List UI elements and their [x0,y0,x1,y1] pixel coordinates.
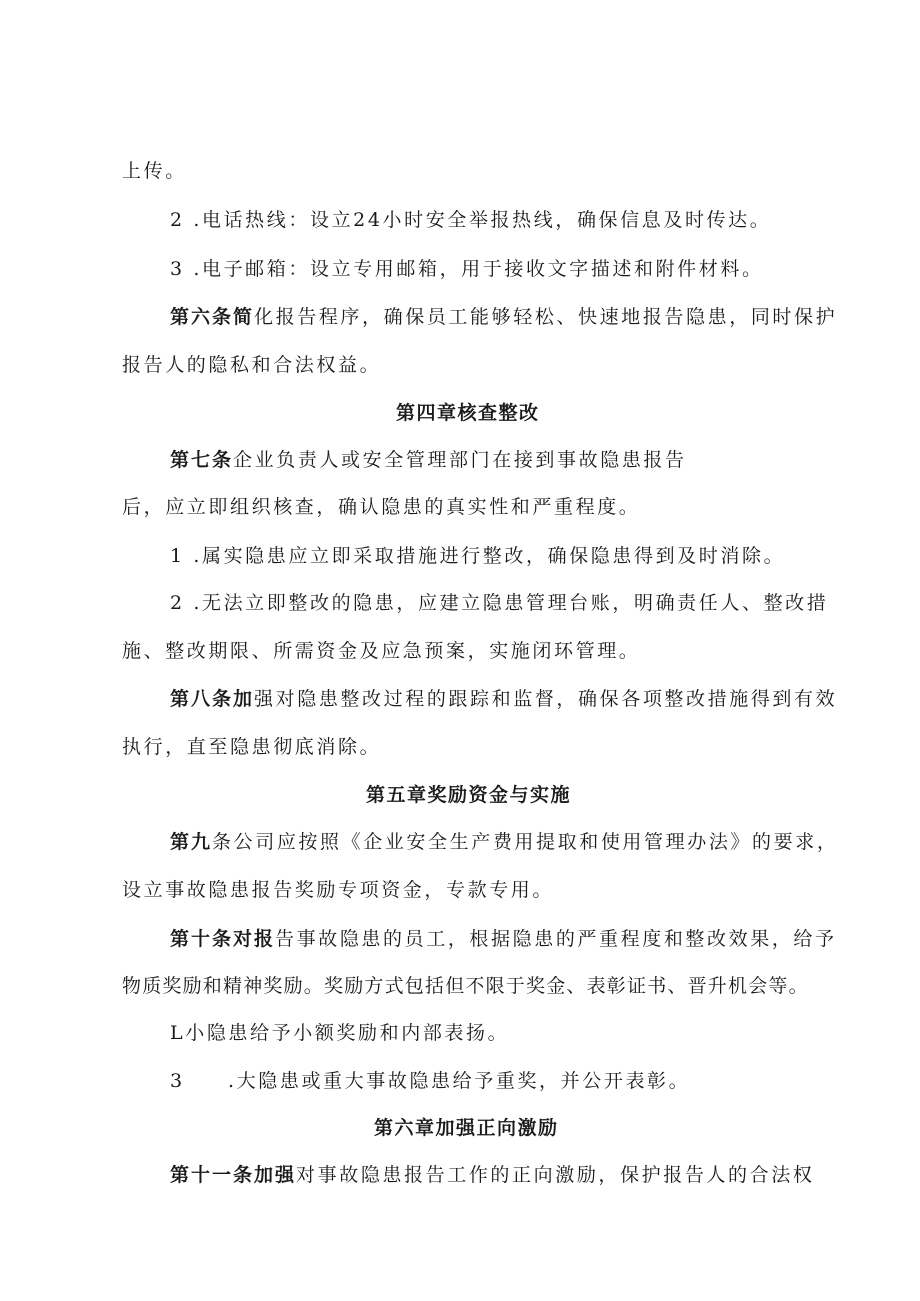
article-10-text: 告事故隐患的员工，根据隐患的严重程度和整改效果，给予 [275,928,837,950]
list-item-1: 1 .属实隐患应立即采取措施进行整改，确保隐患得到及时消除。 [170,545,786,567]
paragraph-line: 物质奖励和精神奖励。奖励方式包括但不限于奖金、表彰证书、晋升机会等。 [122,975,809,997]
list-item-email: 3 .电子邮箱：设立专用邮箱，用于接收文字描述和附件材料。 [170,258,764,280]
article-7-text: 企业负责人或安全管理部门在接到事故隐患报告 [233,449,687,471]
paragraph-line: 报告人的隐私和合法权益。 [122,354,382,376]
article-9 [170,828,838,856]
article-7-label: 第七条 [170,449,234,471]
paragraph-line: 后，应立即组织核查，确认隐患的真实性和严重程度。 [122,496,641,518]
chapter-5-heading: 第五章奖励资金与实施 [366,784,572,806]
article-9-text: 条公司应按照《企业安全生产费用提取和使用管理办法》的要求， [212,831,839,853]
article-11-label: 第十一条加强 [170,1164,297,1186]
list-item-phone-hotline: 2 .电话热线：设立24小时安全举报热线，确保信息及时传达。 [170,209,772,231]
article-8-label: 第八条加 [170,688,255,710]
list-item-minor: L小隐患给予小额奖励和内部表扬。 [170,1022,510,1044]
list-item-major: .大隐患或重大事故隐患给予重奖，并公开表彰。 [228,1070,691,1092]
article-6 [170,303,837,331]
article-6-label: 第六条简 [170,306,255,328]
list-item-2: 2 .无法立即整改的隐患，应建立隐患管理台账，明确责任人、整改措 [170,592,829,614]
article-8-text: 强对隐患整改过程的跟踪和监督，确保各项整改措施得到有效 [254,688,838,710]
paragraph-line: 执行，直至隐患彻底消除。 [122,736,382,758]
article-10 [170,925,837,953]
chapter-6-heading: 第六章加强正向激励 [374,1117,559,1139]
article-6-text: 化报告程序，确保员工能够轻松、快速地报告隐患，同时保护 [254,306,838,328]
article-10-label: 第十条对报 [170,928,276,950]
article-7 [170,446,687,474]
article-9-label: 第九 [170,831,213,853]
article-8 [170,685,837,713]
paragraph-line: 上传。 [122,160,187,182]
paragraph-line: 设立事故隐患报告奖励专项资金，专款专用。 [122,879,555,901]
paragraph-line: 施、整改期限、所需资金及应急预案，实施闭环管理。 [122,640,641,662]
list-item-3-number: 3 [170,1070,185,1092]
article-11 [170,1161,814,1189]
article-11-text: 对事故隐患报告工作的正向激励，保护报告人的合法权 [296,1164,815,1186]
chapter-4-heading: 第四章核查整改 [396,402,540,424]
